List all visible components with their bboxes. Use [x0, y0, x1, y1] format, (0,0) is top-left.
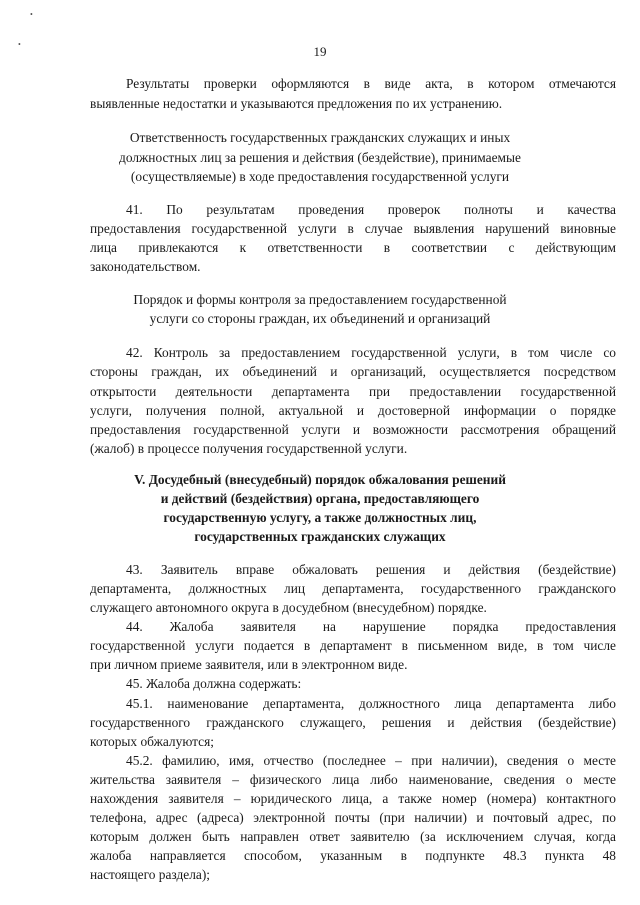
paragraph-line: услуги, получения полной, актуальной и достоверной информации о порядке	[90, 403, 616, 418]
paragraph-line: жительства заявителя – физического лица либо наименование, сведения о месте	[90, 772, 616, 787]
scan-mark: •	[18, 40, 21, 49]
paragraph-line: 44. Жалоба заявителя на нарушение порядка предоставления	[126, 619, 616, 634]
paragraph-line: (жалоб) в процессе получения государственной услуги.	[90, 441, 408, 456]
subheading-line: Порядок и формы контроля за предоставлением государственной	[133, 292, 507, 307]
paragraph-line: предоставления государственной услуги в случае выявления нарушений виновные	[90, 221, 616, 236]
section-heading-line: V. Досудебный (внесудебный) порядок обжалования решений	[134, 472, 506, 487]
scan-mark: •	[30, 10, 33, 19]
paragraph-line: стороны граждан, их объединений и организаций, осуществляется посредством	[90, 364, 616, 379]
paragraph-line: 43. Заявитель вправе обжаловать решения и действия (бездействие)	[126, 562, 616, 577]
paragraph-line: телефона, адрес (адреса) электронной почты (при наличии) и почтовый адрес, по	[90, 810, 616, 825]
paragraph-line: при личном приеме заявителя, или в электронном виде.	[90, 657, 408, 672]
subheading-line: Ответственность государственных гражданских служащих и иных	[129, 130, 511, 145]
paragraph-line: настоящего раздела);	[90, 867, 211, 882]
paragraph-line: служащего автономного округа в досудебном (внесудебном) порядке.	[90, 600, 487, 615]
paragraph-line: государственной услуги подается в департамент в письменном виде, в том числе	[90, 638, 616, 653]
paragraph-line: 42. Контроль за предоставлением государственной услуги, в том числе со	[126, 345, 616, 360]
paragraph-line: 45. Жалоба должна содержать:	[126, 676, 302, 691]
section-heading-line: и действий (бездействия) органа, предоставляющего	[160, 491, 480, 506]
paragraph-line: выявленные недостатки и указываются предложения по их устранению.	[90, 96, 503, 111]
subheading-line: (осуществляемые) в ходе предоставления государственной услуги	[130, 169, 510, 184]
paragraph-line: открытости деятельности департамента при предоставлении государственной	[90, 384, 616, 399]
paragraph-line: предоставления государственной услуги и возможности рассмотрения обращений	[90, 422, 616, 437]
page-number: 19	[313, 44, 327, 59]
paragraph-line: нахождения заявителя – юридического лица, а также номер (номера) контактного	[90, 791, 616, 806]
section-heading-line: государственных гражданских служащих	[194, 529, 446, 544]
paragraph-line: 41. По результатам проведения проверок полноты и качества	[126, 202, 616, 217]
paragraph-line: лица привлекаются к ответственности в соответствии с действующим	[90, 240, 616, 255]
paragraph-line: департамента, должностных лиц департамента, государственного гражданского	[90, 581, 616, 596]
paragraph-line: которых обжалуются;	[90, 734, 214, 749]
paragraph-line: государственного гражданского служащего, решения и действия (бездействие)	[90, 715, 616, 730]
paragraph-line: законодательством.	[90, 259, 201, 274]
paragraph-line: 45.2. фамилию, имя, отчество (последнее – при наличии), сведения о месте	[126, 753, 616, 768]
paragraph-line: 45.1. наименование департамента, должностного лица департамента либо	[126, 696, 616, 711]
paragraph-line: Результаты проверки оформляются в виде акта, в котором отмечаются	[126, 76, 616, 91]
subheading-line: должностных лиц за решения и действия (бездействие), принимаемые	[119, 150, 521, 165]
paragraph-line: жалоба направляется способом, указанным в подпункте 48.3 пункта 48	[90, 848, 616, 863]
subheading-line: услуги со стороны граждан, их объединений и организаций	[149, 311, 491, 326]
section-heading-line: государственную услугу, а также должностных лиц,	[163, 510, 477, 525]
paragraph-line: которым должен быть направлен ответ заявителю (за исключением случая, когда	[90, 829, 616, 844]
